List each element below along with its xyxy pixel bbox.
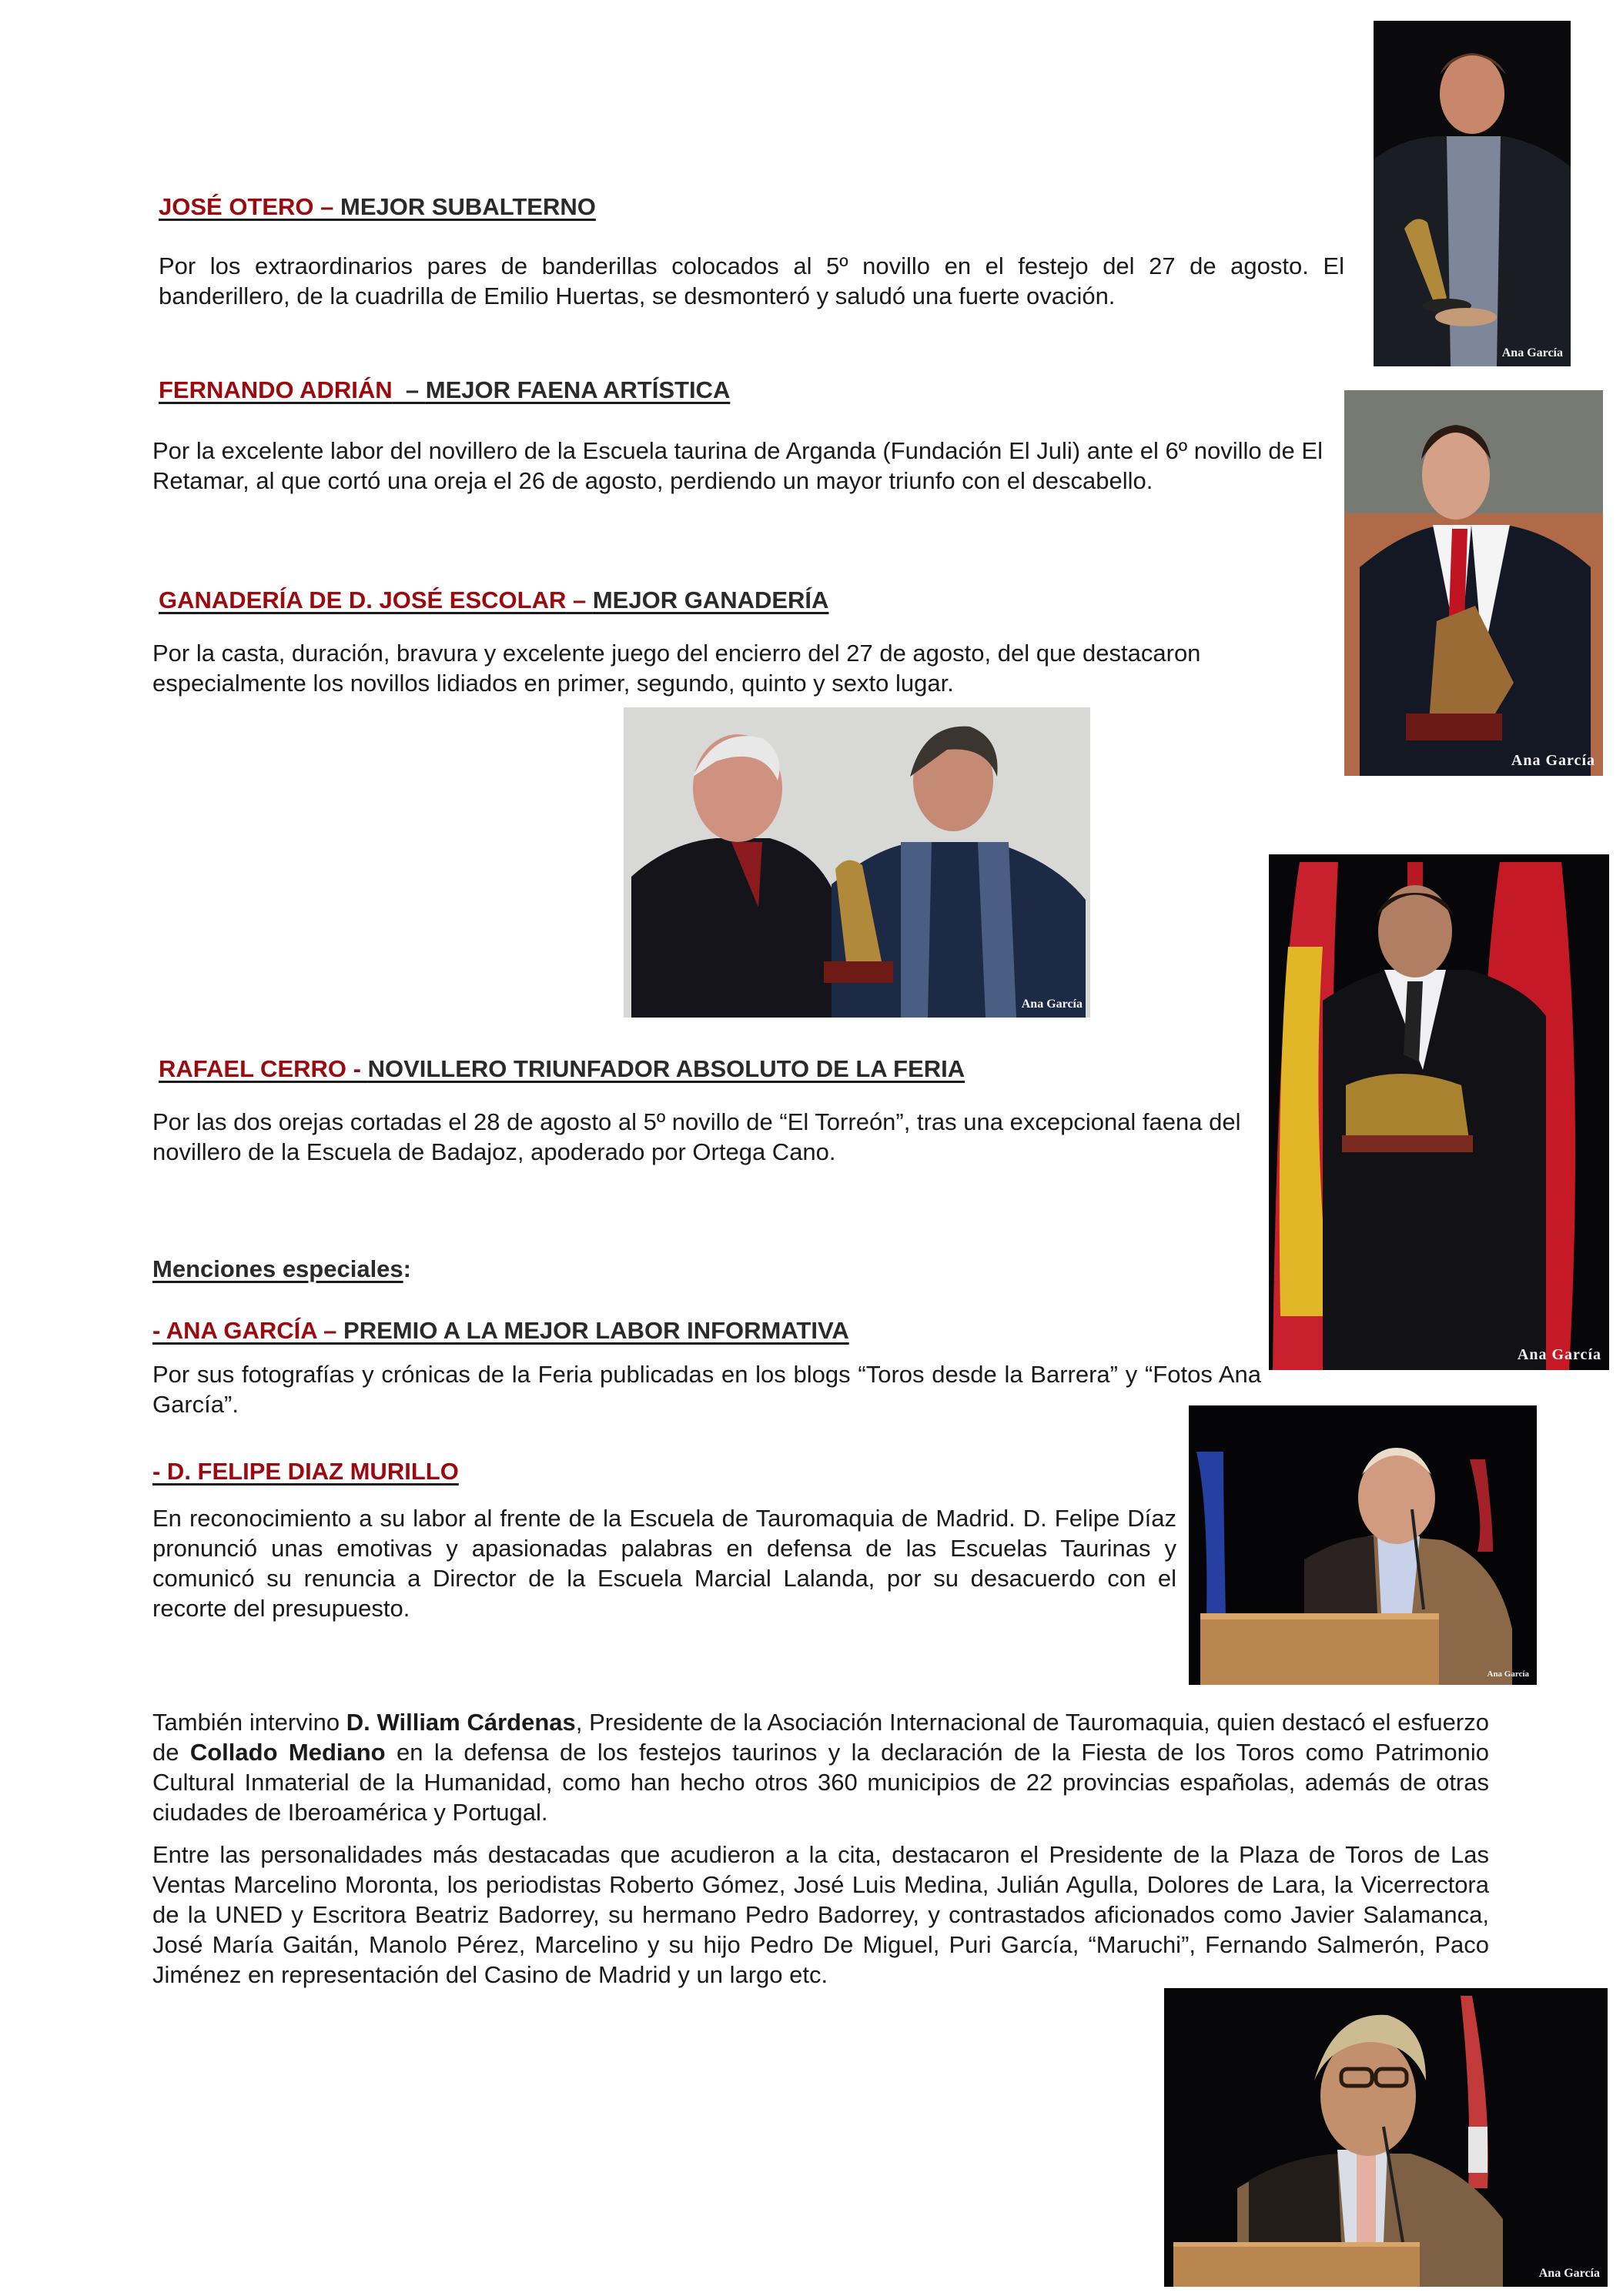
mention-separator: –	[316, 1317, 344, 1344]
award-name: JOSÉ OTERO	[159, 193, 314, 220]
award-fernando-adrian	[152, 376, 1323, 496]
mention-description: Por sus fotografías y crónicas de la Feria publicadas en los blogs “Toros desde la Barrera” y “Fotos Ana García”.	[152, 1361, 1261, 1418]
award-separator: –	[566, 587, 593, 613]
award-name: GANADERÍA DE D. JOSÉ ESCOLAR	[159, 587, 567, 613]
award-heading	[159, 1054, 1261, 1084]
mention-name: - D. FELIPE DIAZ MURILLO	[152, 1458, 459, 1485]
award-category: MEJOR FAENA ARTÍSTICA	[425, 376, 731, 403]
photo-watermark: Ana García	[1021, 998, 1083, 1011]
photo-rafael-cerro	[1269, 854, 1609, 1370]
award-heading	[159, 192, 1344, 222]
text-run: También intervino	[152, 1709, 346, 1736]
photo-illustration	[1344, 390, 1603, 776]
award-jose-otero	[159, 192, 1344, 311]
award-name: RAFAEL CERRO	[159, 1055, 347, 1082]
closing-section	[152, 1707, 1489, 1990]
photo-illustration	[1374, 21, 1571, 366]
text-run: , Presidente de la Asociación Internacional de Tauromaquia, quien destacó el esfuerzo de	[152, 1709, 1489, 1766]
award-description: Por los extraordinarios pares de banderillas colocados al 5º novillo en el festejo del 27 de agosto. El banderillero, de la cuadrilla de Emilio Huertas, se desmonteró y saludó una fuerte ovación.	[159, 252, 1344, 309]
photo-illustration	[1189, 1405, 1537, 1685]
special-mentions-label: Menciones especiales	[152, 1255, 403, 1282]
mention-heading	[152, 1457, 1176, 1486]
photo-illustration	[1269, 854, 1609, 1370]
photo-watermark: Ana García	[1517, 1346, 1601, 1363]
photo-fernando-adrian	[1344, 390, 1603, 776]
photo-watermark: Ana García	[1538, 2267, 1600, 2280]
photo-illustration	[1164, 1988, 1608, 2287]
photo-felipe-diaz	[1189, 1405, 1537, 1685]
award-rafael-cerro	[152, 1054, 1261, 1167]
photo-watermark: Ana García	[1511, 752, 1595, 769]
mention-description: En reconocimiento a su labor al frente de la Escuela de Tauromaquia de Madrid. D. Felipe Díaz pronunció unas emotivas y apasionadas palabras en defensa de las Escuelas Taurinas y comunicó su renuncia a Director de la Escuela Marcial Lalanda, por su desacuerdo con el recorte del presupuesto.	[152, 1505, 1176, 1622]
award-name: FERNANDO ADRIÁN	[159, 376, 393, 403]
closing-paragraph-2: Entre las personalidades más destacadas que acudieron a la cita, destacaron el Presidente de la Plaza de Toros de Las Ventas Marcelino Moronta, los periodistas Roberto Gómez, José Luis Medina, Julián Agulla, Dolores de Lara, la Vicerrectora de la UNED y Escritora Beatriz Badorrey, su hermano Pedro Badorrey, y contrastados aficionados como Javier Salamanca, José María Gaitán, Manolo Pérez, Marcelino y su hijo Pedro De Miguel, Puri García, “Maruchi”, Fernando Salmerón, Paco Jiménez en representación del Casino de Madrid y un largo etc.	[152, 1841, 1489, 1988]
closing-paragraph-1	[152, 1707, 1489, 1827]
photo-ganaderia-escolar	[624, 707, 1090, 1018]
bold-name-collado-mediano: Collado Mediano	[189, 1739, 386, 1766]
award-ganaderia-escolar	[152, 586, 1323, 698]
award-heading	[159, 586, 1323, 615]
award-category: MEJOR SUBALTERNO	[340, 193, 596, 220]
photo-watermark: Ana García	[1487, 1669, 1529, 1679]
photo-william-cardenas	[1164, 1988, 1608, 2287]
award-separator: –	[392, 376, 426, 403]
special-mentions-colon: :	[403, 1255, 411, 1282]
mention-name: - ANA GARCÍA	[152, 1317, 317, 1344]
mention-felipe-diaz	[152, 1457, 1176, 1623]
award-description: Por las dos orejas cortadas el 28 de agosto al 5º novillo de “El Torreón”, tras una excepcional faena del novillero de la Escuela de Badajoz, apoderado por Ortega Cano.	[152, 1108, 1241, 1165]
mention-heading	[152, 1316, 1261, 1345]
photo-illustration	[624, 707, 1090, 1018]
photo-watermark: Ana García	[1501, 346, 1563, 359]
special-mentions-title	[152, 1255, 1261, 1284]
bold-name-william-cardenas: D. William Cárdenas	[346, 1709, 576, 1736]
mention-category: PREMIO A LA MEJOR LABOR INFORMATIVA	[343, 1317, 849, 1344]
photo-jose-otero	[1374, 21, 1571, 366]
award-separator: –	[313, 193, 341, 220]
award-category: MEJOR GANADERÍA	[592, 587, 829, 613]
award-heading	[159, 376, 1323, 405]
award-category: NOVILLERO TRIUNFADOR ABSOLUTO DE LA FERIA	[367, 1055, 965, 1082]
text-run: en la defensa de los festejos taurinos y la declaración de la Fiesta de los Toros como Patrimonio Cultural Inmaterial de la Humanidad, como han hecho otros 360 municipios de 22 provincias españolas, además de otras ciudades de Iberoamérica y Portugal.	[152, 1739, 1489, 1826]
special-mentions	[152, 1255, 1261, 1419]
award-separator: -	[346, 1055, 368, 1082]
award-description: Por la casta, duración, bravura y excelente juego del encierro del 27 de agosto, del que destacaron especialmente los novillos lidiados en primer, segundo, quinto y sexto lugar.	[152, 640, 1201, 697]
award-description: Por la excelente labor del novillero de la Escuela taurina de Arganda (Fundación El Juli) ante el 6º novillo de El Retamar, al que cortó una oreja el 26 de agosto, perdiendo un mayor triunfo con el descabello.	[152, 437, 1323, 494]
